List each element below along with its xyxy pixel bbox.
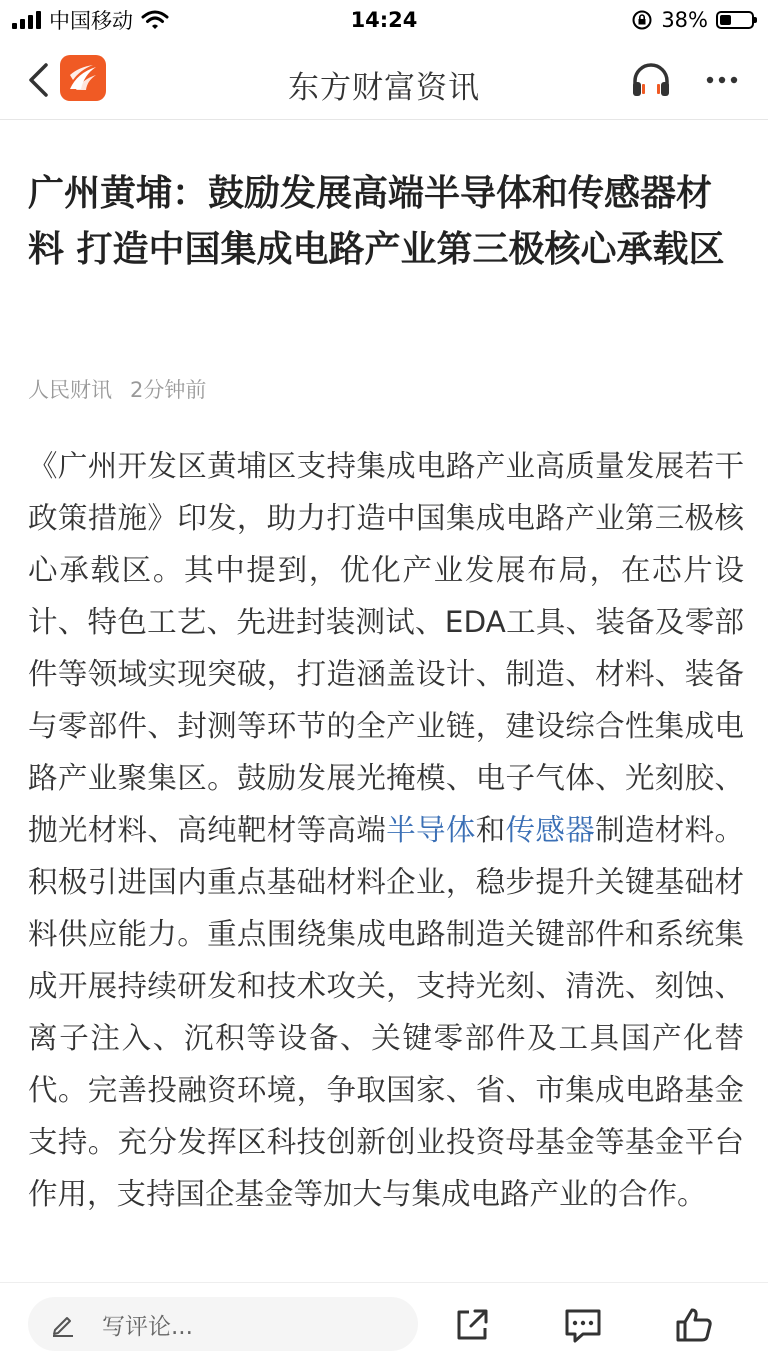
comment-input[interactable] — [28, 1297, 418, 1351]
wifi-icon — [141, 9, 169, 31]
more-icon — [706, 76, 738, 84]
battery-icon — [716, 11, 754, 29]
comments-button[interactable] — [561, 1303, 605, 1347]
comment-icon — [563, 1306, 603, 1344]
article-meta — [28, 374, 206, 404]
battery-fill — [720, 15, 731, 25]
share-icon — [453, 1306, 491, 1344]
nav-title: 东方财富资讯 — [288, 70, 480, 106]
rotation-lock-icon — [631, 9, 653, 31]
battery-percent: 38% — [661, 8, 708, 32]
article-body — [28, 440, 744, 1282]
nav-bar — [0, 40, 768, 120]
carrier-label: 中国移动 — [49, 9, 133, 33]
signal-icon — [12, 11, 41, 29]
article-body-part1: 《广州开发区黄埔区支持集成电路产业高质量发展若干政策措施》印发，助力打造中国集成电路产业第三极核心承载区。其中提到，优化产业发展布局，在芯片设计、特色工艺、先进封装测试、EDA工具、装备及零部件等领域实现突破，打造涵盖设计、制造、材料、装备与零部件、封测等环节的全产业链，建设综合性集成电路产业聚集区。鼓励发展光掩模、电子气体、光刻胶、抛光材料、高纯靶材等高端 — [28, 449, 744, 847]
link-semiconductor[interactable]: 半导体 — [386, 813, 476, 847]
link-sensor[interactable]: 传感器 — [505, 813, 596, 847]
article-source[interactable]: 人民财讯 — [28, 378, 112, 402]
comment-placeholder: 写评论... — [102, 1313, 193, 1340]
article-body-part2: 制造材料。积极引进国内重点基础材料企业，稳步提升关键基础材料供应能力。重点围绕集成电路制造关键部件和系统集成开展持续研发和技术攻关，支持光刻、清洗、刻蚀、离子注入、沉积等设备、关键零部件及工具国产化替代。完善投融资环境，争取国家、省、市集成电路基金支持。充分发挥区科技创新创业投资母基金等基金平台作用，支持国企基金等加大与集成电路产业的合作。 — [28, 813, 744, 1211]
status-bar — [0, 0, 768, 40]
article-title: 广州黄埔：鼓励发展高端半导体和传感器材料 打造中国集成电路产业第三极核心承载区 — [28, 173, 725, 270]
like-button[interactable] — [672, 1303, 716, 1347]
like-icon — [674, 1306, 714, 1344]
article-time: 2分钟前 — [130, 378, 207, 402]
status-time: 14:24 — [350, 8, 418, 32]
listen-button[interactable] — [628, 60, 674, 100]
bottom-bar — [0, 1282, 768, 1366]
pen-icon — [50, 1310, 78, 1338]
share-button[interactable] — [450, 1303, 494, 1347]
more-button[interactable] — [700, 60, 744, 100]
headphones-icon — [630, 62, 672, 98]
article-body-connector: 和 — [475, 813, 506, 847]
